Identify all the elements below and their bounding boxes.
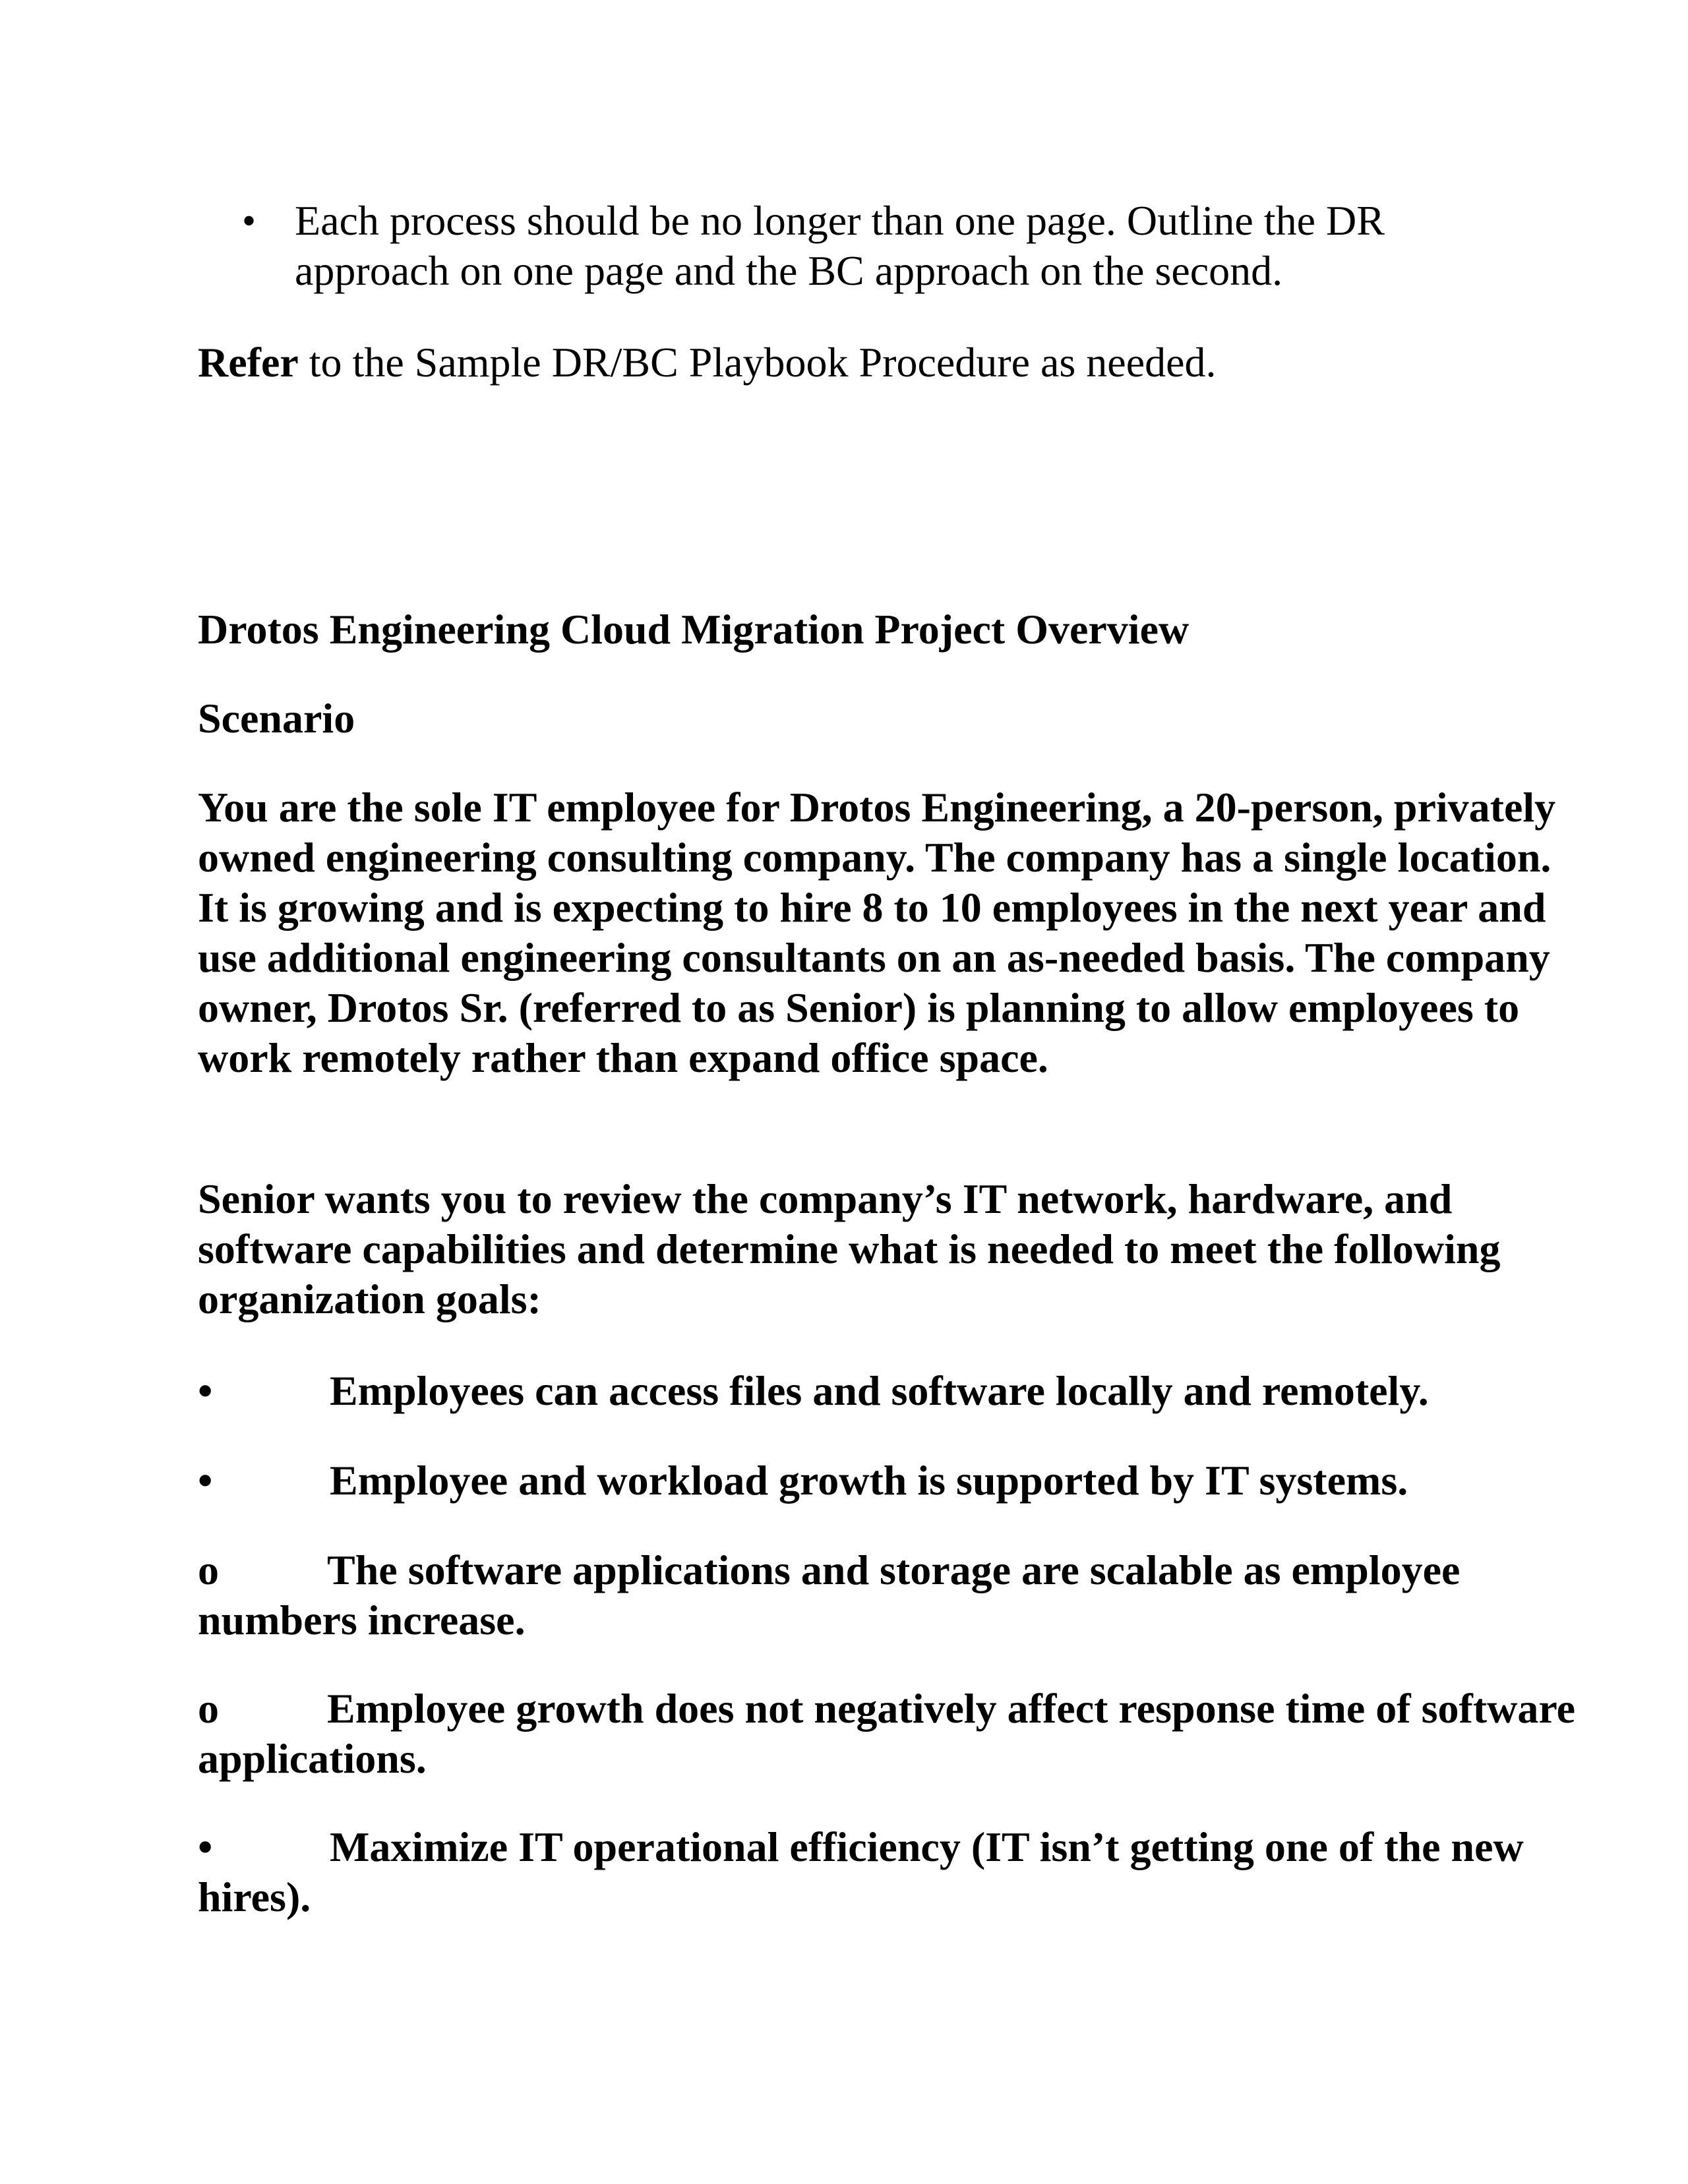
- goal-text: Employees can access files and software locally and remotely.: [330, 1367, 1429, 1414]
- goal-item: [198, 1822, 1582, 1922]
- goal-bullet-marker: •: [198, 1823, 213, 1870]
- goal-item: [198, 1456, 1582, 1506]
- goal-subitem: [198, 1684, 1582, 1784]
- bullet-marker: •: [242, 199, 256, 243]
- goal-sub-marker: o: [198, 1685, 219, 1732]
- goal-text: Maximize IT operational efficiency (IT isn’t getting one of the new hires).: [198, 1823, 1524, 1920]
- goal-subitem: [198, 1545, 1582, 1645]
- refer-rest-text: to the Sample DR/BC Playbook Procedure as needed.: [298, 339, 1217, 386]
- refer-line: [198, 338, 1582, 388]
- refer-bold-word: Refer: [198, 339, 299, 386]
- goal-item: [198, 1366, 1582, 1416]
- goal-sub-marker: o: [198, 1547, 219, 1593]
- goal-bullet-marker: •: [198, 1457, 213, 1504]
- goal-text: Employee and workload growth is supported by IT systems.: [330, 1457, 1408, 1504]
- document-title: Drotos Engineering Cloud Migration Project Overview: [198, 606, 1190, 653]
- goal-text: The software applications and storage are scalable as employee numbers increase.: [198, 1547, 1461, 1643]
- goal-text: Employee growth does not negatively affect response time of software applications.: [198, 1685, 1575, 1782]
- bullet-item-text: Each process should be no longer than one page. Outline the DR approach on one page and the BC approach on the second.: [295, 197, 1385, 294]
- goal-bullet-marker: •: [198, 1367, 213, 1414]
- goals-intro-paragraph: Senior wants you to review the company’s IT network, hardware, and software capabilities and determine what is needed to meet the following organization goals:: [198, 1175, 1501, 1322]
- scenario-paragraph: You are the sole IT employee for Drotos Engineering, a 20-person, privately owned engineering consulting company. The company has a single location. It is growing and is expecting to hire 8 to 10 employees in the next year and use additional engineering consultants on an as-needed basis. The company owner, Drotos Sr. (referred to as Senior) is planning to allow employees to work remotely rather than expand office space.: [198, 784, 1556, 1081]
- scenario-heading: Scenario: [198, 695, 355, 742]
